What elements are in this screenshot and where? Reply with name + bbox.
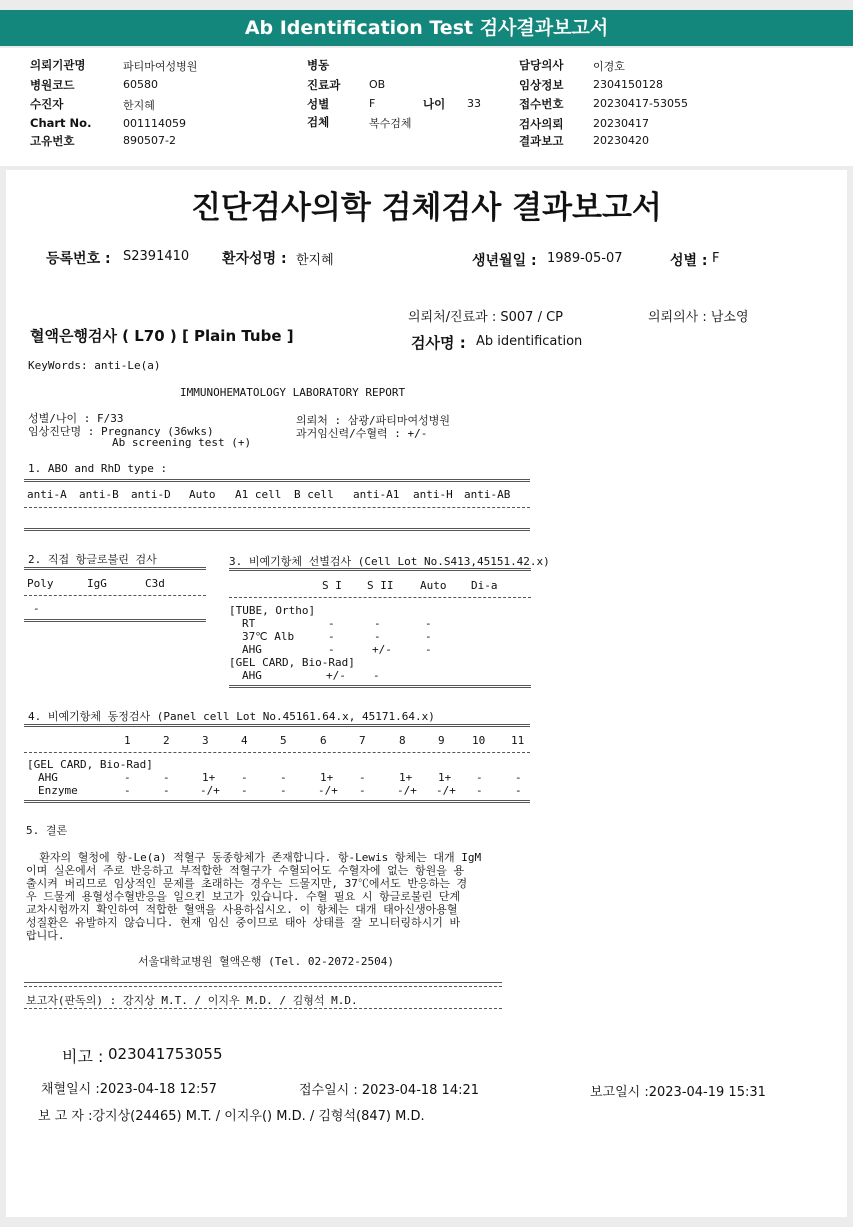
- s1-col: anti-H: [413, 488, 453, 501]
- info-label: 검체: [307, 115, 330, 129]
- s4-col: 10: [472, 734, 486, 747]
- s2-col: C3d: [145, 577, 165, 590]
- reporter: 보고자(판독의) : 강지상 M.T. / 이지우 M.D. / 김형석 M.D.: [26, 994, 358, 1007]
- s1-col: anti-B: [79, 488, 119, 501]
- s4-col: 8: [399, 734, 406, 747]
- s3-col: Di-a: [471, 579, 498, 592]
- s4-cell: -: [241, 784, 248, 797]
- s1-col: Auto: [189, 488, 216, 501]
- s1-col: anti-A1: [353, 488, 400, 501]
- s3-row-name: AHG: [242, 669, 262, 682]
- s3-cell: -: [425, 630, 432, 643]
- info-value: 20230420: [593, 134, 649, 147]
- s2-col: IgG: [87, 577, 107, 590]
- reg-value: S2391410: [123, 249, 190, 264]
- s4-col: 3: [202, 734, 209, 747]
- s4-col: 4: [241, 734, 248, 747]
- s1-col: anti-AB: [464, 488, 511, 501]
- info-value: 33: [467, 97, 481, 110]
- s3-row-name: 37℃ Alb: [242, 630, 295, 643]
- info-label: 진료과: [307, 78, 341, 92]
- dept-info: 의뢰처/진료과 : S007 / CP: [408, 310, 563, 325]
- patient-info-panel: [0, 48, 853, 166]
- info-value: F: [369, 97, 376, 110]
- s4-cell: -: [280, 771, 287, 784]
- s4-col: 9: [438, 734, 445, 747]
- conclusion-text: [26, 851, 481, 942]
- report-datetime: 보고일시 :2023-04-19 15:31: [590, 1085, 766, 1100]
- keywords: KeyWords: anti-Le(a): [28, 359, 161, 372]
- s3-gel: [GEL CARD, Bio-Rad]: [229, 656, 355, 669]
- s4-cell: -: [515, 784, 522, 797]
- info-value: 001114059: [123, 117, 186, 130]
- section-title: 혈액은행검사 ( L70 ) [ Plain Tube ]: [30, 327, 294, 345]
- info-value: 한지혜: [123, 99, 155, 112]
- info-value: 60580: [123, 78, 158, 91]
- s4-cell: 1+: [202, 771, 216, 784]
- s3-cell: -: [374, 630, 381, 643]
- s4-cell: -: [280, 784, 287, 797]
- s2-value: -: [33, 602, 40, 615]
- info-value: 2304150128: [593, 78, 663, 91]
- bloodbank-info: 서울대학교병원 혈액은행 (Tel. 02-2072-2504): [138, 955, 394, 968]
- s5-title: 5. 결론: [26, 824, 68, 837]
- s4-cell: -/+: [200, 784, 220, 797]
- s4-col: 1: [124, 734, 131, 747]
- exam-label: 검사명 :: [411, 334, 466, 352]
- s3-tube: [TUBE, Ortho]: [229, 604, 316, 617]
- s3-cell: -: [328, 643, 335, 656]
- report-header: Ab Identification Test 검사결과보고서: [0, 10, 853, 46]
- s3-row-name: RT: [242, 617, 256, 630]
- s4-col: 6: [320, 734, 327, 747]
- s3-col: S II: [367, 579, 394, 592]
- s4-gel: [GEL CARD, Bio-Rad]: [27, 758, 153, 771]
- name-value: 한지혜: [296, 253, 334, 268]
- s2-title: 2. 직접 항글로불린 검사: [28, 553, 157, 566]
- conclusion-line: 랍니다.: [26, 929, 65, 942]
- info-label: 임상정보: [519, 78, 564, 92]
- info-label: 고유번호: [30, 134, 75, 148]
- note-value: 023041753055: [108, 1045, 223, 1063]
- s3-col: S I: [322, 579, 342, 592]
- dob-label: 생년월일 :: [472, 253, 537, 269]
- doctor-info: 의뢰의사 : 남소영: [648, 310, 749, 325]
- scanned-report: [6, 170, 847, 1217]
- s4-cell: 1+: [320, 771, 334, 784]
- referral: 의뢰처 : 삼광/파티마여성병원: [296, 414, 451, 427]
- s4-cell: 1+: [438, 771, 452, 784]
- info-label: 병원코드: [30, 78, 75, 92]
- s4-cell: -/+: [436, 784, 456, 797]
- s4-cell: -/+: [318, 784, 338, 797]
- s2-col: Poly: [27, 577, 54, 590]
- sex-age: 성별/나이 : F/33: [28, 412, 124, 425]
- info-label: 수진자: [30, 97, 64, 111]
- s3-cell: -: [328, 617, 335, 630]
- conclusion-line: 우 드물게 용혈성수혈반응을 일으킨 보고가 있습니다. 수혈 필요 시 항글로불린 단계: [26, 890, 461, 903]
- dob-value: 1989-05-07: [547, 251, 623, 266]
- diagnosis-2: Ab screening test (+): [112, 436, 252, 449]
- info-label: 의뢰기관명: [30, 58, 86, 72]
- s4-cell: -: [163, 771, 170, 784]
- s1-col: anti-D: [131, 488, 171, 501]
- s4-cell: -: [476, 784, 483, 797]
- s4-cell: -: [241, 771, 248, 784]
- s4-col: 2: [163, 734, 170, 747]
- s1-col: B cell: [294, 488, 334, 501]
- s4-cell: -: [359, 784, 366, 797]
- reg-label: 등록번호 :: [46, 251, 111, 267]
- s3-cell: -: [328, 630, 335, 643]
- s3-cell: -: [425, 643, 432, 656]
- info-label: 성별: [307, 97, 330, 111]
- s1-col: A1 cell: [235, 488, 282, 501]
- sex-value: F: [712, 251, 720, 266]
- s4-cell: -: [163, 784, 170, 797]
- s1-col: anti-A: [27, 488, 67, 501]
- s4-col: 7: [359, 734, 366, 747]
- info-value: 파티마여성병원: [123, 60, 198, 73]
- sex-label: 성별 :: [670, 253, 708, 269]
- lab-report-title: IMMUNOHEMATOLOGY LABORATORY REPORT: [180, 386, 406, 399]
- info-label: 접수번호: [519, 97, 564, 111]
- receive-datetime: 접수일시 : 2023-04-18 14:21: [299, 1083, 480, 1098]
- s4-cell: -: [359, 771, 366, 784]
- signers: 보 고 자 :강지상(24465) M.T. / 이지우() M.D. / 김형석(847) M.D.: [38, 1109, 425, 1124]
- s4-row-name: AHG: [38, 771, 58, 784]
- s3-cell: -: [373, 669, 380, 682]
- s3-cell: +/-: [372, 643, 392, 656]
- info-label: 담당의사: [519, 58, 564, 72]
- s3-title: 3. 비예기항체 선별검사 (Cell Lot No.S413,45151.42.x): [229, 555, 550, 568]
- s3-cell: -: [374, 617, 381, 630]
- s4-cell: -/+: [397, 784, 417, 797]
- info-label: Chart No.: [30, 116, 92, 130]
- s4-row-name: Enzyme: [38, 784, 78, 797]
- name-label: 환자성명 :: [222, 251, 287, 267]
- conclusion-line: 성질환은 유발하지 않습니다. 현재 임신 중이므로 태아 상태를 잘 모니터링하시기 바: [26, 916, 461, 929]
- info-value: 890507-2: [123, 134, 176, 147]
- s4-cell: -: [476, 771, 483, 784]
- report-title: 진단검사의학 검체검사 결과보고서: [191, 190, 662, 226]
- conclusion-line: 이며 실온에서 주로 반응하고 부적합한 적혈구가 수혈되어도 수혈자에 없는 항원을 용: [26, 864, 465, 877]
- info-value: 복수검체: [369, 117, 412, 130]
- info-label: 나이: [423, 97, 446, 111]
- s3-row-name: AHG: [242, 643, 262, 656]
- conclusion-line: 환자의 혈청에 항-Le(a) 적혈구 동종항체가 존재합니다. 항-Lewis 항체는 대개 IgM: [26, 851, 482, 864]
- info-value: 20230417-53055: [593, 97, 688, 110]
- s4-col: 5: [280, 734, 287, 747]
- s3-col: Auto: [420, 579, 447, 592]
- info-label: 검사의뢰: [519, 117, 564, 131]
- s4-cell: -: [124, 784, 131, 797]
- info-value: 20230417: [593, 117, 649, 130]
- s4-cell: -: [124, 771, 131, 784]
- note-label: 비고 :: [62, 1047, 104, 1066]
- s4-cell: -: [515, 771, 522, 784]
- collect-datetime: 채혈일시 :2023-04-18 12:57: [41, 1082, 217, 1097]
- exam-value: Ab identification: [476, 334, 583, 349]
- diagnosis: 임상진단명 : Pregnancy (36wks): [28, 425, 214, 438]
- s1-title: 1. ABO and RhD type :: [28, 462, 168, 475]
- info-label: 결과보고: [519, 134, 564, 148]
- s4-title: 4. 비예기항체 동정검사 (Panel cell Lot No.45161.64.x, 45171.64.x): [28, 710, 435, 723]
- info-value: 이경호: [593, 60, 625, 73]
- s4-col: 11: [511, 734, 525, 747]
- info-value: OB: [369, 78, 386, 91]
- conclusion-line: 교차시험까지 확인하여 적합한 혈액을 사용하십시오. 이 항체는 대개 태아신생아용혈: [26, 903, 458, 916]
- s3-cell: +/-: [326, 669, 346, 682]
- conclusion-line: 출시켜 버리므로 임상적인 문제를 초래하는 경우는 드물지만, 37℃에서도 반응하는 경: [26, 877, 468, 890]
- s3-cell: -: [425, 617, 432, 630]
- s4-cell: 1+: [399, 771, 413, 784]
- info-label: 병동: [307, 58, 330, 72]
- history: 과거임신력/수혈력 : +/-: [296, 427, 428, 440]
